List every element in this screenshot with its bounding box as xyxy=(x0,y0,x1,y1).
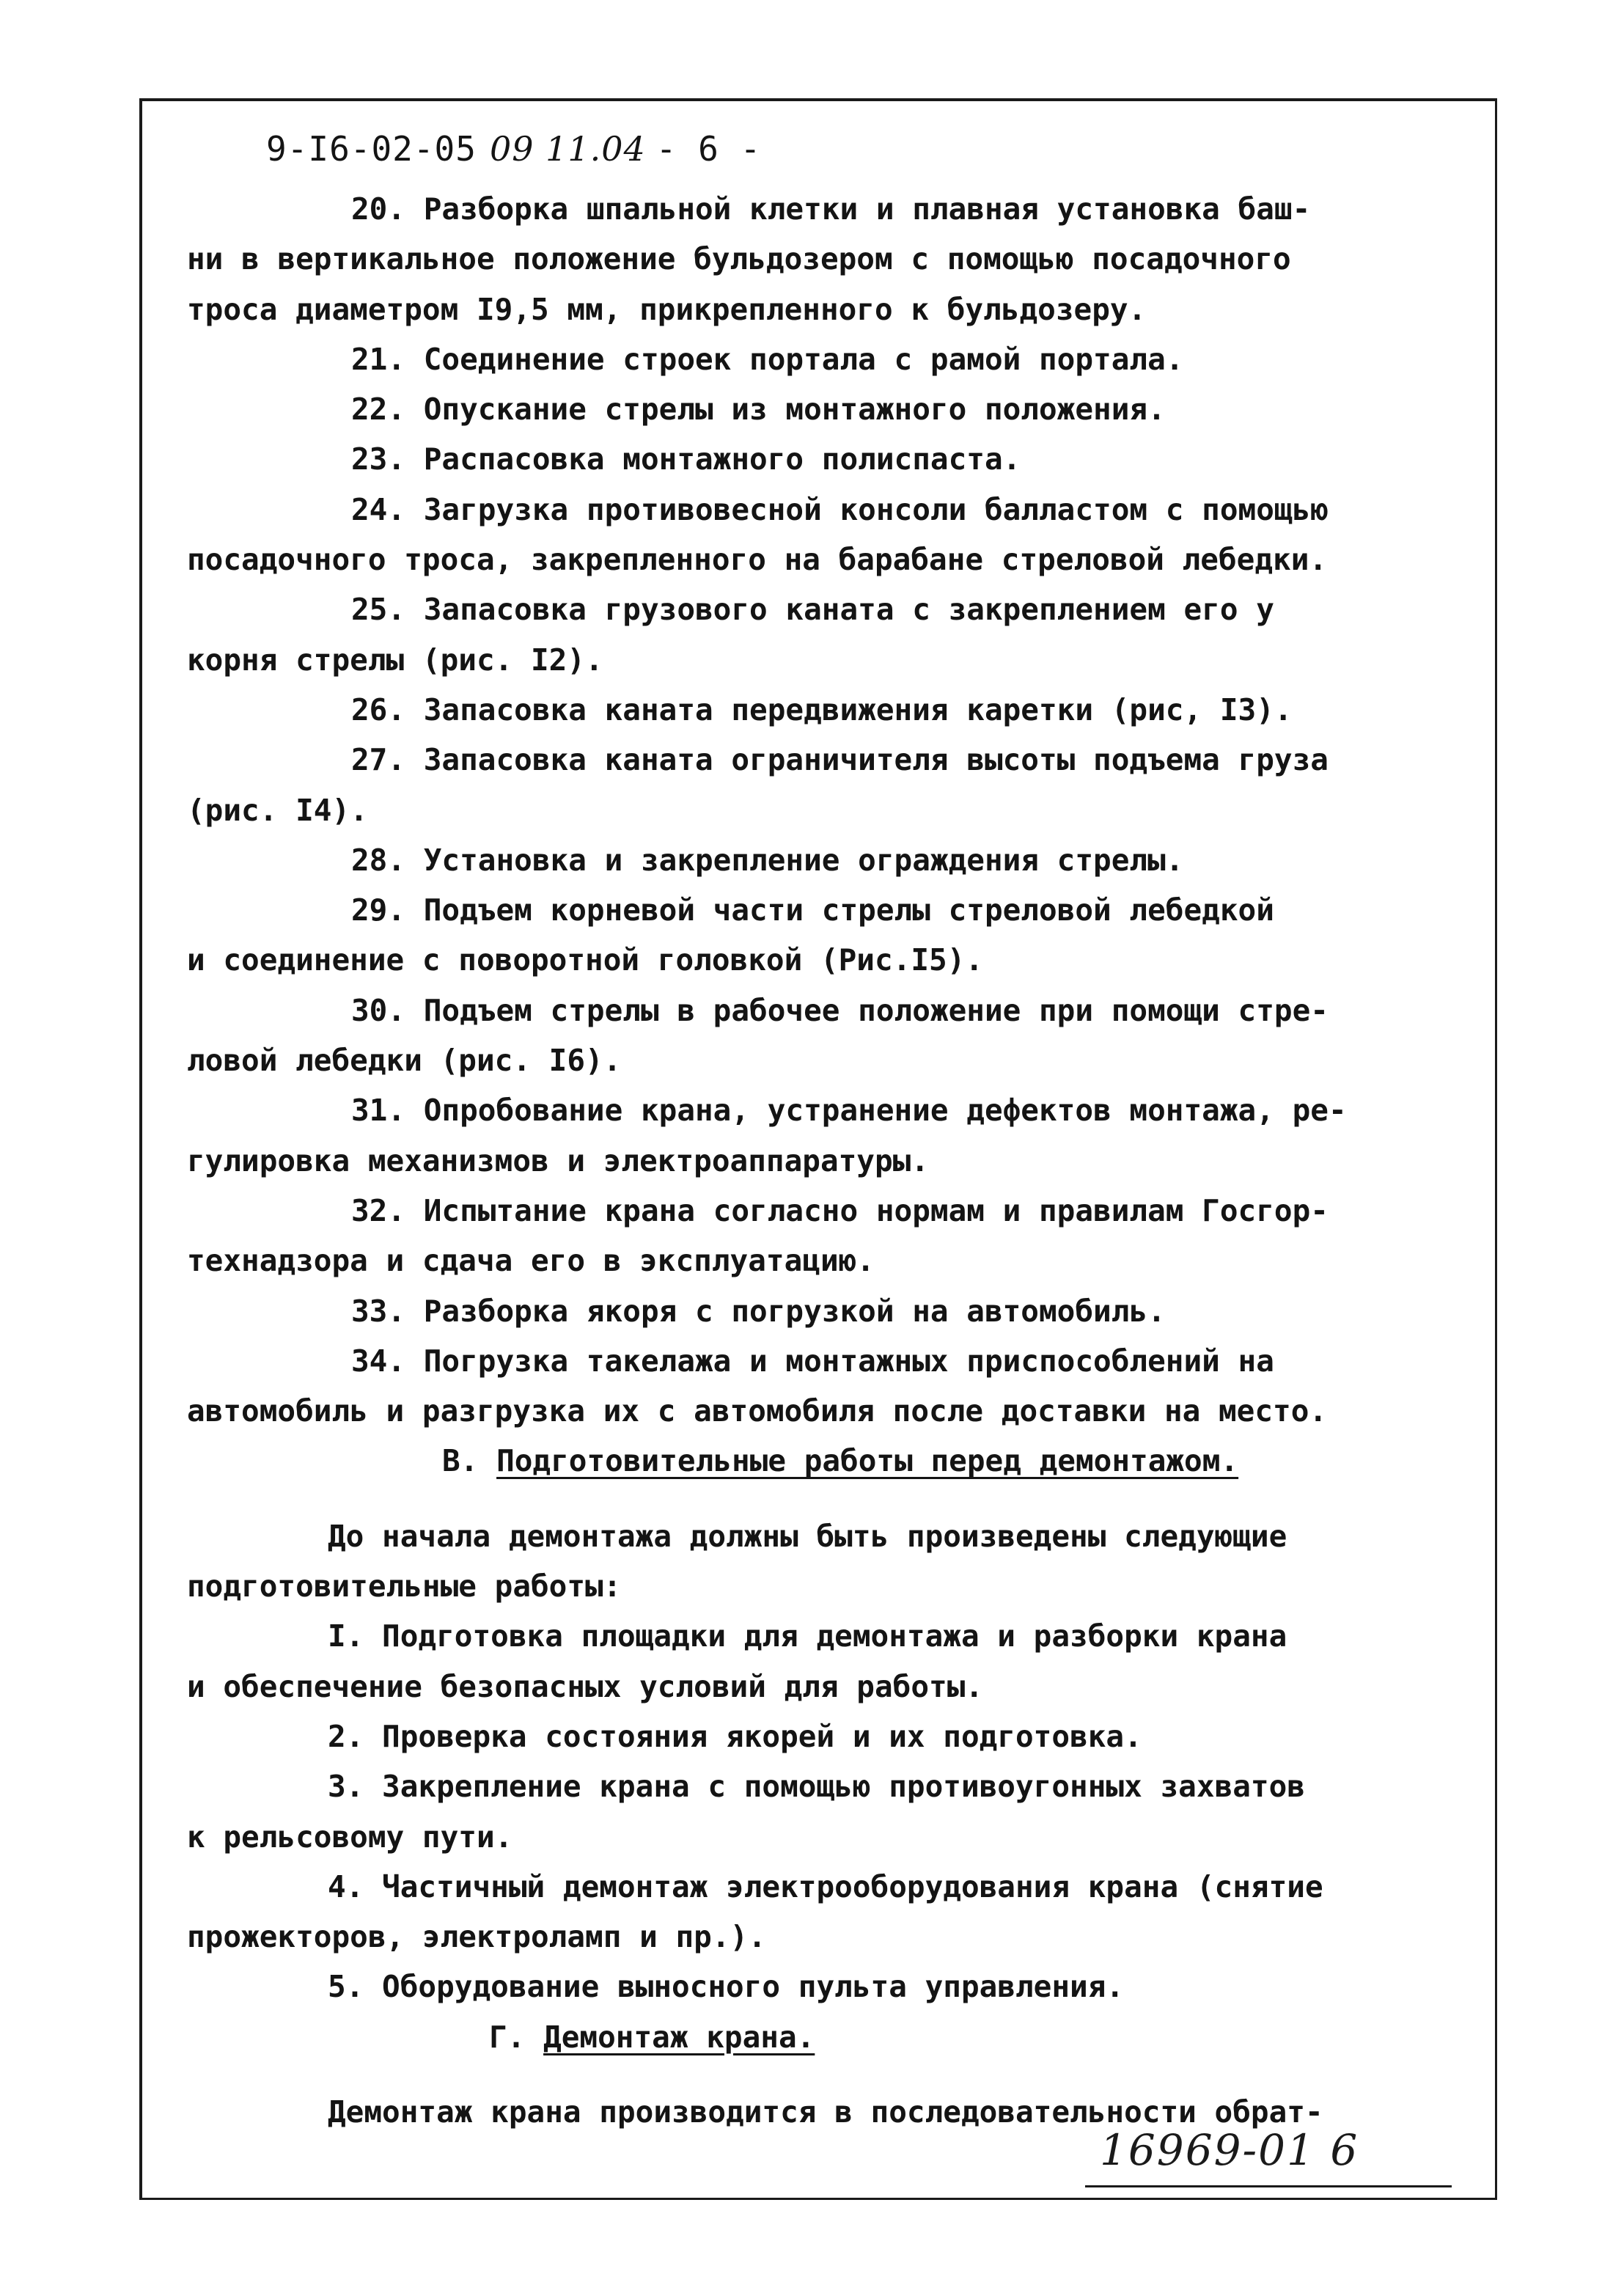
text-block-top xyxy=(187,184,1485,1436)
stamp-underline xyxy=(1085,2185,1452,2187)
text-line: 31. Опробование крана, устранение дефектов монтажа, ре- xyxy=(351,1093,1347,1129)
text-line: 25. Запасовка грузового каната с закреплением его у xyxy=(351,592,1274,628)
section-title: Демонтаж крана. xyxy=(543,2019,815,2055)
text-line: 3. Закрепление крана с помощью противоугонных захватов xyxy=(328,1769,1305,1805)
text-line: 28. Установка и закрепление ограждения стрелы. xyxy=(351,842,1184,878)
text-line: 32. Испытание крана согласно нормам и правилам Госгор- xyxy=(351,1192,1329,1228)
page-number: - 6 - xyxy=(655,129,762,169)
text-line: ловой лебедки (рис. I6). xyxy=(187,1043,622,1079)
text-line: посадочного троса, закрепленного на барабане стреловой лебедки. xyxy=(187,542,1328,578)
text-line: 20. Разборка шпальной клетки и плавная установка баш- xyxy=(351,191,1311,227)
text-line: ни в вертикальное положение бульдозером с помощью посадочного xyxy=(187,241,1291,277)
text-line: 5. Оборудование выносного пульта управления. xyxy=(328,1969,1125,2005)
text-line: 27. Запасовка каната ограничителя высоты подъема груза xyxy=(351,742,1329,778)
page-header xyxy=(187,114,1485,184)
text-line: троса диаметром I9,5 мм, прикрепленного к бульдозеру. xyxy=(187,291,1147,327)
inventory-stamp: 16969-01 6 xyxy=(1100,2125,1359,2175)
text-line: 26. Запасовка каната передвижения каретки (рис, I3). xyxy=(351,692,1293,727)
text-line: прожекторов, электроламп и пр.). xyxy=(187,1919,766,1955)
document-body xyxy=(187,114,1485,2137)
text-line: автомобиль и разгрузка их с автомобиля после доставки на место. xyxy=(187,1393,1328,1429)
text-line: и обеспечение безопасных условий для работы. xyxy=(187,1668,984,1704)
text-line: 33. Разборка якоря с погрузкой на автомобиль. xyxy=(351,1293,1166,1329)
text-line: 2. Проверка состояния якорей и их подготовка. xyxy=(328,1718,1142,1754)
handwritten-date: 09 11.04 xyxy=(489,129,646,169)
text-line: 23. Распасовка монтажного полиспаста. xyxy=(351,441,1021,477)
section-title: Подготовительные работы перед демонтажом. xyxy=(496,1443,1239,1479)
text-line: подготовительные работы: xyxy=(187,1569,622,1604)
text-line: корня стрелы (рис. I2). xyxy=(187,642,603,678)
text-line: 30. Подъем стрелы в рабочее положение при помощи стре- xyxy=(351,992,1329,1028)
text-line: 24. Загрузка противовесной консоли балластом с помощью xyxy=(351,491,1329,527)
text-line: 4. Частичный демонтаж электрооборудования крана (снятие xyxy=(328,1868,1323,1904)
text-line: (рис. I4). xyxy=(187,792,368,828)
text-line: и соединение с поворотной головкой (Рис.I5). xyxy=(187,942,984,978)
text-line: 34. Погрузка такелажа и монтажных приспособлений на xyxy=(351,1343,1274,1379)
text-line: Демонтаж крана производится в последовательности обрат- xyxy=(328,2094,1323,2130)
text-line: гулировка механизмов и электроаппаратуры. xyxy=(187,1143,930,1178)
text-line: До начала демонтажа должны быть произведены следующие xyxy=(328,1518,1287,1554)
spacer xyxy=(187,2062,1485,2087)
text-line: 22. Опускание стрелы из монтажного положения. xyxy=(351,392,1166,428)
text-line: 29. Подъем корневой части стрелы стреловой лебедкой xyxy=(351,892,1274,928)
text-line: I. Подготовка площадки для демонтажа и разборки крана xyxy=(328,1618,1287,1654)
section-heading-v xyxy=(187,1436,1485,1486)
text-line: 21. Соединение строек портала с рамой портала. xyxy=(351,341,1184,377)
section-letter: Г. xyxy=(489,2019,526,2055)
spacer xyxy=(187,1486,1485,1511)
document-code: 9-I6-02-05 xyxy=(266,129,477,169)
text-block-middle xyxy=(187,1511,1485,2012)
text-line: технадзора и сдача его в эксплуатацию. xyxy=(187,1243,875,1279)
section-heading-g xyxy=(187,2012,1485,2062)
text-line: к рельсовому пути. xyxy=(187,1819,513,1855)
section-letter: В. xyxy=(442,1443,479,1479)
